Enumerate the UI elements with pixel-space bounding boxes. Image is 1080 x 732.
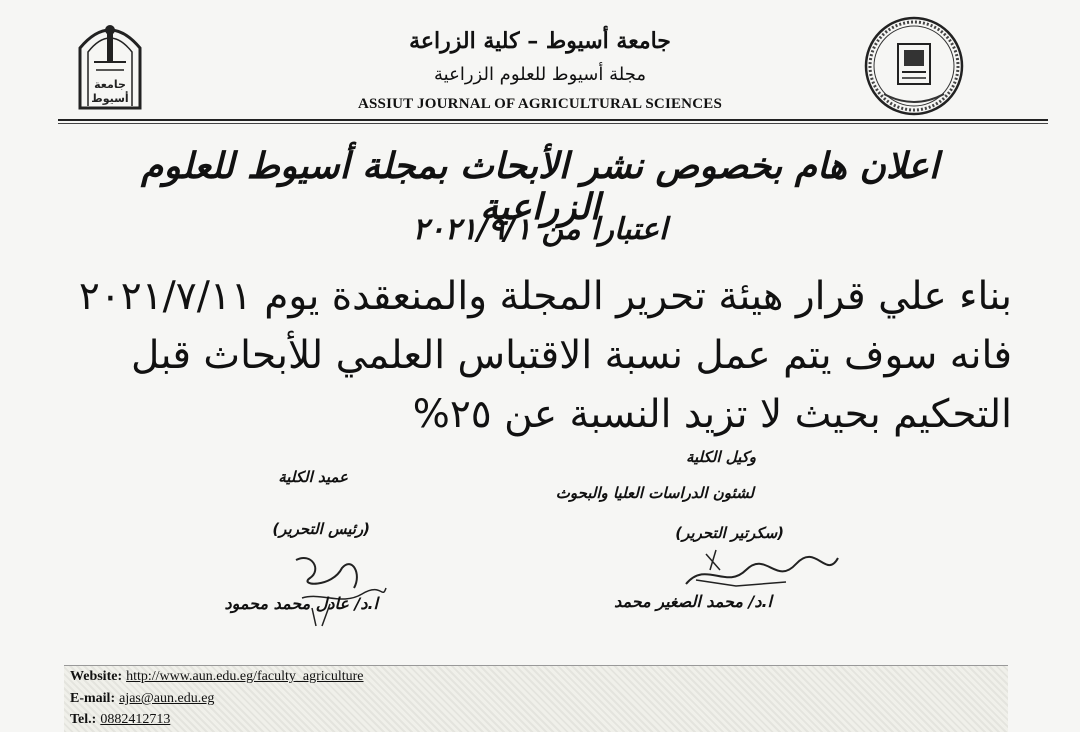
header-divider — [58, 119, 1048, 121]
announcement-title: اعلان هام بخصوص نشر الأبحاث بمجلة أسيوط للعلوم الزراعية — [141, 146, 939, 228]
announcement-body-line-2: فانه سوف يتم عمل نسبة الاقتباس العلمي للأبحاث قبل — [131, 333, 1012, 378]
phone-number: 0882412713 — [100, 712, 171, 727]
faculty-seal-logo — [858, 14, 970, 118]
journal-arabic-name: مجلة أسيوط للعلوم الزراعية — [434, 64, 646, 85]
footer-phone — [70, 711, 170, 729]
handwritten-signature-left — [282, 548, 392, 628]
footer-website — [70, 668, 364, 686]
email-link[interactable]: ajas@aun.edu.eg — [119, 691, 215, 706]
website-link[interactable]: http://www.aun.edu.eg/faculty_agriculture — [126, 669, 364, 684]
vice-dean-title: وكيل الكلية — [685, 448, 756, 466]
announcement-body-line-3: التحكيم بحيث لا تزيد النسبة عن ٢٥% — [412, 392, 1012, 437]
dean-name: ا.د/ عادل محمد محمود — [224, 594, 378, 613]
effective-date: اعتبارا من ٢٠٢١/٩/١ — [412, 212, 668, 247]
editorial-secretary-role: (سكرتير التحرير) — [675, 524, 784, 542]
handwritten-signature-right — [676, 540, 846, 600]
vice-dean-portfolio: لشئون الدراسات العليا والبحوث — [555, 484, 754, 502]
university-faculty-heading: جامعة أسيوط – كلية الزراعة — [409, 28, 671, 54]
journal-english-name: ASSIUT JOURNAL OF AGRICULTURAL SCIENCES — [357, 96, 722, 112]
editor-in-chief-role: (رئيس التحرير) — [272, 520, 370, 538]
phone-label: Tel.: — [70, 712, 97, 727]
dean-title: عميد الكلية — [278, 468, 348, 486]
assiut-university-logo — [76, 18, 144, 110]
logo-text-1: جامعة — [94, 78, 126, 91]
announcement-body-line-1: بناء علي قرار هيئة تحرير المجلة والمنعقدة يوم ٢٠٢١/٧/١١ — [78, 274, 1012, 319]
logo-text-2: أسيوط — [91, 92, 129, 105]
header-divider-thin — [58, 123, 1048, 124]
website-label: Website: — [70, 669, 123, 684]
footer-email — [70, 690, 214, 708]
email-label: E-mail: — [70, 691, 116, 706]
vice-dean-name: ا.د/ محمد الصغير محمد — [614, 592, 772, 611]
